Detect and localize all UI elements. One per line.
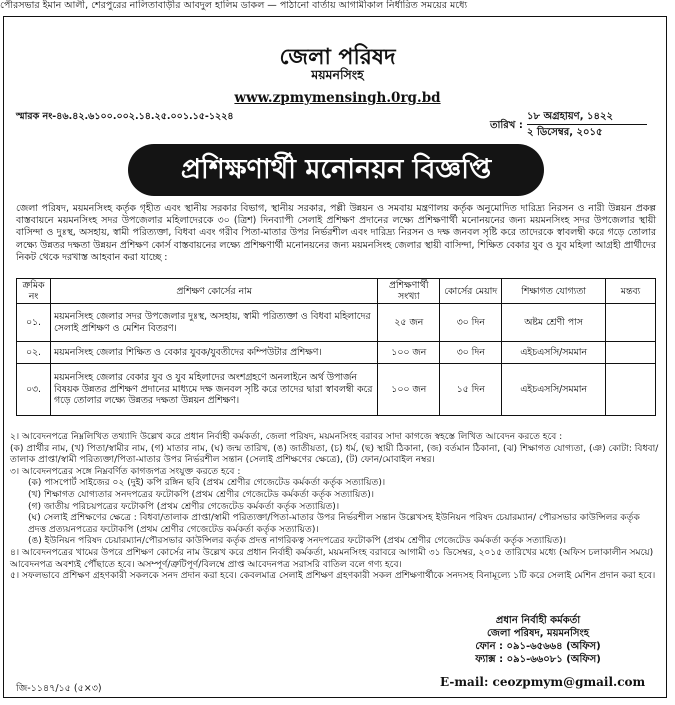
cell-course: ময়মনসিংহ জেলার সদর উপজেলার দুঃস্থ, অসহায়, স্বামী পরিত্যক্তা ও বিধবা মহিলাদের সেলাই প্রশিক্ষণ ও মেশিন বিতরণ। xyxy=(50,304,377,342)
cell-remarks xyxy=(606,364,656,416)
website-link[interactable]: www.zpmymensingh.0rg.bd xyxy=(234,90,441,106)
footer-code: জি-১১৪৭/১৫ (৫×৩) xyxy=(16,683,102,694)
instruction-item: ৩। আবেদনপত্রের সঙ্গে নিম্নবর্ণিত কাগজপত্র সংযুক্ত করতে হবে : xyxy=(10,466,241,477)
cell-qualification: এইচএসসি/সমমান xyxy=(502,364,606,416)
cell-qualification: অষ্টম শ্রেণী পাস xyxy=(502,304,606,342)
signatory-designation: প্রধান নির্বাহী কর্মকর্তা xyxy=(495,615,581,626)
table-row xyxy=(17,304,656,342)
office-fax: ফ্যাক্স : ০৯১-৬৬০৮১ (অফিস) xyxy=(475,654,601,665)
reference-number: স্মারক নং-৪৬.৪২.৬১০০.০০২.১৪.২৫.০০১.১৫-১২২৪ xyxy=(16,111,234,122)
cell-duration: ৩০ দিন xyxy=(440,304,502,342)
org-name: জেলা পরিষদ xyxy=(279,44,396,70)
instruction-item: (গ) জাতীয় পরিচয়পত্রের ফটোকপি (প্রথম শ্রেণীর গেজেটেড কর্মকর্তা কর্তৃক সত্যায়িত)। xyxy=(28,501,340,512)
table-row xyxy=(17,342,656,364)
table-row xyxy=(17,364,656,416)
instruction-item: (ক) পাসপোর্ট সাইজের ০২ (দুই) কপি রঙ্গিন ছবি (প্রথম শ্রেণীর গেজেটেড কর্মকর্তা কর্তৃক সত্যায়িত)। xyxy=(28,478,386,489)
instruction-item: ৫। সফলভাবে প্রশিক্ষণ গ্রহণকারী সকলকে সনদ প্রদান করা হবে। কেবলমাত্র সেলাই প্রশিক্ষণ গ্রহণকারী সকল প্রশিক্ষণার্থীকে সনদসহ বিনামূল্যে ১টি করে সেলাই মেশিন প্রদান করা হবে। xyxy=(10,571,656,582)
top-clipping-strip: পৌরসভার ইমান আলী, শেরপুরের নালিতাবাড়ীর আবদুল হালিম ডাকল — পাঠানো বার্তায় আগামীকাল নির্ধারিত সময়ের মধ্যে xyxy=(0,0,468,11)
table-header-row xyxy=(17,279,656,304)
contact-email[interactable]: E-mail: ceozpmym@gmail.com xyxy=(440,675,646,689)
cell-count: ২৫ জন xyxy=(378,304,440,342)
instruction-item: (ঘ) সেলাই প্রশিক্ষণের ক্ষেত্রে : বিধবা/তালাক প্রাপ্তা/স্বামী পরিত্যক্তা/পিতা-মাতার উপর নির্ভরশীল সন্তান উল্লেখসহ ইউনিয়ন পরিষদ চেয়ারম্যান/ পৌরসভার কাউন্সিলর কর্তৃক প্রদত্ত প্রত্যয়নপত্রের ফটোকপি (প্রথম শ্রেণীর গেজেটেড কর্মকর্তা কর্তৃক সত্যায়িত)। xyxy=(28,513,640,535)
instructions-list xyxy=(10,432,660,583)
cell-duration: ৩০ দিন xyxy=(440,342,502,364)
cell-serial: ০৩. xyxy=(17,364,51,416)
col-header-qualification: শিক্ষাগত যোগ্যতা xyxy=(502,279,606,304)
cell-count: ১০০ জন xyxy=(378,342,440,364)
notice-title-banner: প্রশিক্ষণার্থী মনোনয়ন বিজ্ঞপ্তি xyxy=(128,144,544,196)
col-header-count: প্রশিক্ষণার্থী সংখ্যা xyxy=(378,279,440,304)
district-name: ময়মনসিংহ xyxy=(311,67,364,82)
cell-remarks xyxy=(606,304,656,342)
date-box xyxy=(527,109,647,140)
instruction-item: (খ) শিক্ষাগত যোগ্যতার সনদপত্রের ফটোকপি (প্রথম শ্রেণীর গেজেটেড কর্মকর্তা কর্তৃক সত্যায়িত)। xyxy=(28,489,375,500)
cell-serial: ০২. xyxy=(17,342,51,364)
course-table xyxy=(16,278,656,416)
cell-serial: ০১. xyxy=(17,304,51,342)
date-bengali: ১৮ অগ্রহায়ণ, ১৪২২ xyxy=(527,109,647,125)
office-phone: ফোন : ০৯১-৬৫৬৬৪ (অফিস) xyxy=(475,641,601,652)
date-label: তারিখ : xyxy=(490,120,523,131)
intro-paragraph: জেলা পরিষদ, ময়মনসিংহ কর্তৃক গৃহীত এবং স্থানীয় সরকার বিভাগ, স্থানীয় সরকার, পল্লী উন্নয়ন ও সমবায় মন্ত্রণালয় কর্তৃক অনুমোদিত দারিদ্র্য নিরসন ও নারী উন্নয়ন প্রকল্প বাস্তবায়নে ময়মনসিংহ সদর উপজেলার মহিলাদেরকে ৩০ (ত্রিশ) দিনব্যাপী সেলাই প্রশিক্ষণ প্রদানের লক্ষ্যে প্রশিক্ষণার্থী মনোনয়নের জন্য ময়মনসিংহ সদর উপজেলার স্থায়ী বাসিন্দা ও দুঃস্থ, অসহায়, স্বামী পরিত্যক্তা, বিধবা এবং গরীব পিতা-মাতার উপর নির্ভরশীল এবং দারিদ্র্য নিরসন ও দক্ষ জনবল সৃষ্টি করে তাদেরকে স্বাবলম্বী করে গড়ে তোলার লক্ষ্যে উন্নতর দক্ষতা উন্নয়ন প্রশিক্ষণ কোর্স বাস্তবায়নের লক্ষ্যে প্রশিক্ষণার্থী মনোনয়নের জন্য ময়মনসিংহ জেলার স্থায়ী বাসিন্দা, শিক্ষিত বেকার যুব ও যুব মহিলা আগ্রহী প্রার্থীদের নিকট থেকে দরখাস্ত আহবান করা যাচ্ছে : xyxy=(16,203,656,263)
cell-course: ময়মনসিংহ জেলার শিক্ষিত ও বেকার যুবক/যুবতীদের কম্পিউটার প্রশিক্ষণ। xyxy=(50,342,377,364)
cell-count: ১০০ জন xyxy=(378,364,440,416)
cell-qualification: এইচএসসি/সমমান xyxy=(502,342,606,364)
instruction-item: (ক) প্রার্থীর নাম, (খ) পিতা/স্বামীর নাম, (গ) মাতার নাম, (ঘ) জন্ম তারিখ, (ঙ) জাতীয়তা, (চ) ধর্ম, (ছ) স্থায়ী ঠিকানা, (জ) বর্তমান ঠিকানা, (ঝ) শিক্ষাগত যোগ্যতা, (ঞ) কোটা: বিধবা/তালাক প্রাপ্তা/স্বামী পরিত্যক্তা/পিতা-মাতার উপর নির্ভরশীল সন্তান (সেলাই প্রশিক্ষণের ক্ষেত্রে), (ট) ফোন/মোবাইল নম্বর। xyxy=(10,443,659,466)
signatory-office: জেলা পরিষদ, ময়মনসিংহ xyxy=(486,628,590,639)
signature-block xyxy=(428,614,648,666)
instruction-item: (ঙ) ইউনিয়ন পরিষদ চেয়ারম্যান/পৌরসভার কাউন্সিলর কর্তৃক প্রদত্ত নাগরিকত্ব সনদপত্রের ফটোকপি (প্রথম শ্রেণীর গেজেটেড কর্মকর্তা কর্তৃক সত্যায়িত)। xyxy=(28,536,566,547)
col-header-course: প্রশিক্ষণ কোর্সের নাম xyxy=(50,279,377,304)
col-header-serial: ক্রমিক নং xyxy=(17,279,51,304)
date-english: ২ ডিসেম্বর, ২০১৫ xyxy=(527,127,603,138)
col-header-remarks: মন্তব্য xyxy=(606,279,656,304)
instruction-item: ৪। আবেদনপত্রের খামের উপরে প্রশিক্ষণ কোর্সের নাম উল্লেখ করে প্রধান নির্বাহী কর্মকর্তা, ময়মনসিংহ বরাবরে আগামী ৩১ ডিসেম্বর, ২০১৫ তারিখের মধ্যে (অফিস চলাকালীন সময়ে) আবেদনপত্র অবশ্যই পৌঁছাতে হবে। অসম্পূর্ণ/ত্রুটিপূর্ণ/বিলম্বে প্রাপ্ত আবেদনপত্র সরাসরি বাতিল বলে গণ্য হবে। xyxy=(10,547,654,570)
instruction-item: ২। আবেদনপত্রে নিম্নলিখিত তথ্যাদি উল্লেখ করে প্রধান নির্বাহী কর্মকর্তা, জেলা পরিষদ, ময়মনসিংহ বরাবর সাদা কাগজে স্বহস্তে লিখিত আবেদন করতে হবে : xyxy=(10,432,563,442)
cell-course: ময়মনসিংহ জেলার বেকার যুব ও যুব মহিলাদের অংশগ্রহণে অনলাইনে অর্থ উপার্জন বিষয়ক উন্নতর প্রশিক্ষণ প্রদানের মাধ্যমে দক্ষ জনবল সৃষ্টি করে তাদের দ্বারা স্বাবলম্বী করে গড়ে তোলার লক্ষ্যে উন্নতর দক্ষতা উন্নয়ন প্রশিক্ষণ। xyxy=(50,364,377,416)
cell-duration: ১৫ দিন xyxy=(440,364,502,416)
col-header-duration: কোর্সের মেয়াদ xyxy=(440,279,502,304)
cell-remarks xyxy=(606,342,656,364)
